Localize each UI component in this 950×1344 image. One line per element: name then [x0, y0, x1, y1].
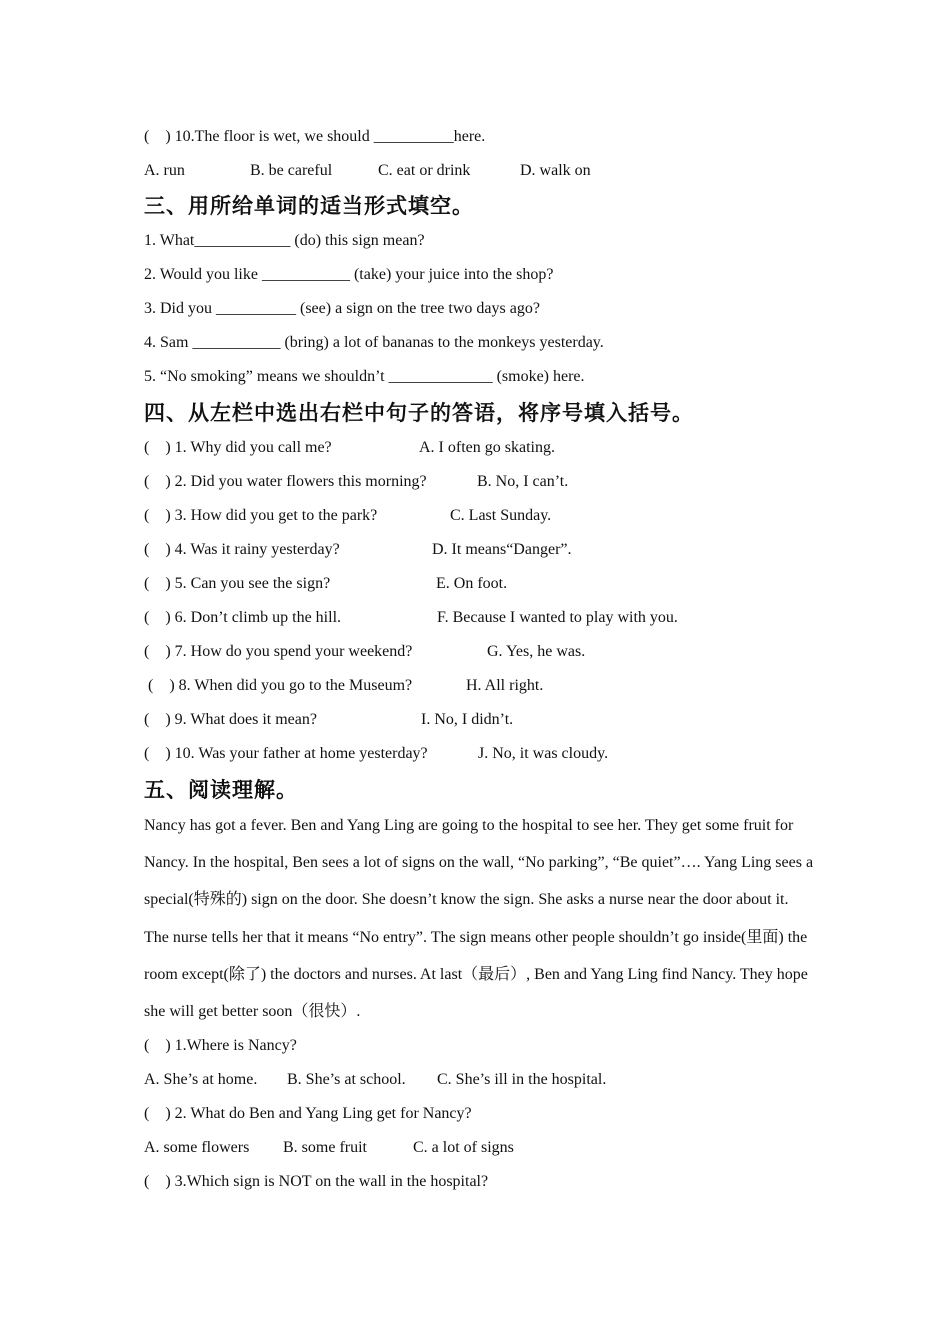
reading-question-3: ( ) 3.Which sign is NOT on the wall in the hospital? [144, 1173, 489, 1190]
match-answer: G. Yes, he was. [487, 643, 586, 660]
match-question: ( ) 8. When did you go to the Museum? [144, 677, 413, 694]
reading-question-2: ( ) 2. What do Ben and Yang Ling get for Nancy? [144, 1105, 472, 1122]
match-answer: C. Last Sunday. [450, 507, 552, 524]
match-answer: F. Because I wanted to play with you. [437, 609, 678, 626]
question-10-options [144, 161, 804, 281]
section-3-heading: 三、用所给单词的适当形式填空。 [144, 194, 474, 218]
section-4-heading: 四、从左栏中选出右栏中句子的答语，将序号填入括号。 [144, 401, 694, 425]
option-d: D. walk on [520, 162, 591, 179]
match-answer: H. All right. [466, 677, 544, 694]
option-b: B. some fruit [283, 1139, 367, 1156]
match-question: ( ) 4. Was it rainy yesterday? [144, 541, 340, 558]
match-question: ( ) 5. Can you see the sign? [144, 575, 331, 592]
match-question: ( ) 1. Why did you call me? [144, 439, 332, 456]
match-answer: J. No, it was cloudy. [478, 745, 609, 762]
match-answer: I. No, I didn’t. [421, 711, 514, 728]
fill-item-1: 1. What____________ (do) this sign mean? [144, 232, 425, 249]
reading-question-1: ( ) 1.Where is Nancy? [144, 1037, 297, 1054]
fill-item-3: 3. Did you __________ (see) a sign on the tree two days ago? [144, 300, 540, 317]
match-question: ( ) 2. Did you water flowers this morning? [144, 473, 427, 490]
option-c: C. She’s ill in the hospital. [437, 1071, 607, 1088]
match-question: ( ) 3. How did you get to the park? [144, 507, 378, 524]
question-10: ( ) 10.The floor is wet, we should __________here. [144, 128, 486, 145]
match-question: ( ) 7. How do you spend your weekend? [144, 643, 413, 660]
match-question: ( ) 6. Don’t climb up the hill. [144, 609, 342, 626]
match-question: ( ) 10. Was your father at home yesterday? [144, 745, 428, 762]
match-question: ( ) 9. What does it mean? [144, 711, 317, 728]
match-answer: B. No, I can’t. [477, 473, 569, 490]
fill-item-4: 4. Sam ___________ (bring) a lot of bananas to the monkeys yesterday. [144, 334, 604, 351]
reading-passage: Nancy has got a fever. Ben and Yang Ling are going to the hospital to see her. They get some fruit for Nancy. In the hospital, Ben sees a lot of signs on the wall, “No parking”, “Be quiet”…. Yang Ling sees a special(特殊的) sign on the door. She doesn’t know the sign. She asks a nurse near the door about it. The nurse tells her that it means “No entry”. The sign means other people shouldn’t go inside(里面) the room except(除了) the doctors and nurses. At last（最后）, Ben and Yang Ling find Nancy. They hope she will get better soon（很快）. [144, 817, 814, 1021]
match-answer: D. It means“Danger”. [432, 541, 572, 558]
match-answer: A. I often go skating. [419, 439, 555, 456]
option-b: B. She’s at school. [287, 1071, 406, 1088]
option-a: A. She’s at home. [144, 1071, 258, 1088]
section-5-heading: 五、阅读理解。 [144, 778, 298, 802]
option-a: A. some flowers [144, 1139, 250, 1156]
fill-item-2: 2. Would you like ___________ (take) your juice into the shop? [144, 266, 554, 283]
option-c: C. eat or drink [378, 162, 471, 179]
fill-item-5: 5. “No smoking” means we shouldn’t _____________ (smoke) here. [144, 368, 585, 385]
option-a: A. run [144, 162, 185, 179]
match-answer: E. On foot. [436, 575, 508, 592]
option-c: C. a lot of signs [413, 1139, 514, 1156]
option-b: B. be careful [250, 162, 333, 179]
